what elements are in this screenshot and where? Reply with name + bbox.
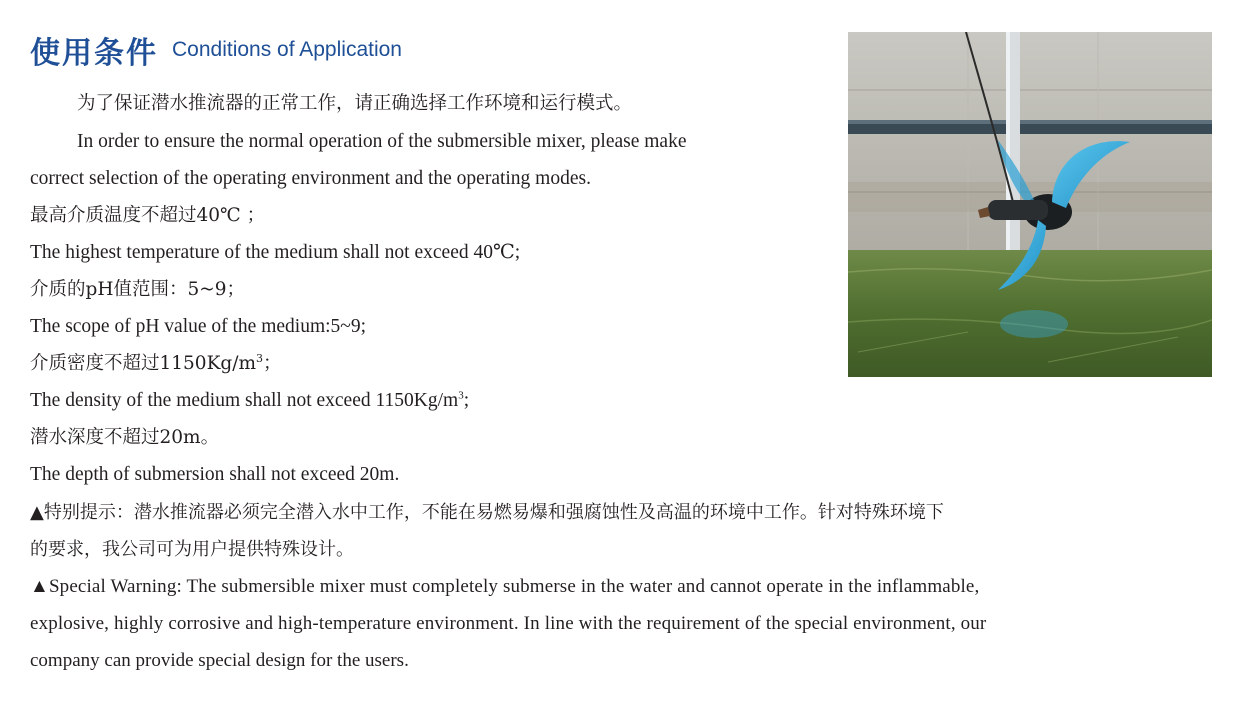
heading-title-en: Conditions of Application: [172, 38, 402, 61]
warning-cn-line1: ▲特别提示：潜水推流器必须完全潜入水中工作，不能在易燃易爆和强腐蚀性及高温的环境中工作。针对特殊环境下: [30, 502, 944, 523]
warning-en-line2: explosive, highly corrosive and high-temperature environment. In line with the requirement of the special environment, our: [30, 613, 987, 634]
temperature-en-text: The highest temperature of the medium shall not exceed 40℃;: [30, 242, 521, 263]
mixer-photo-illustration: [848, 32, 1212, 377]
density-en-main: The density of the medium shall not exceed 1150Kg/m: [30, 390, 459, 411]
page-heading: [30, 28, 402, 72]
density-cn-superscript: 3: [256, 351, 264, 365]
density-en-superscript: 3: [458, 389, 464, 402]
density-en-end: ;: [463, 390, 470, 411]
warning-en-line1: ▲Special Warning: The submersible mixer must completely submerse in the water and cannot operate in the inflammable,: [30, 576, 980, 597]
ph-cn-text: 介质的pH值范围：5~9；: [30, 279, 246, 300]
intro-en-text-line1: In order to ensure the normal operation of the submersible mixer, please make: [77, 131, 687, 152]
density-cn-text: [30, 352, 282, 376]
depth-en-text: The depth of submersion shall not exceed 20m.: [30, 464, 400, 485]
temperature-cn-text: 最高介质温度不超过40℃ ；: [30, 205, 266, 226]
density-cn-main: 介质密度不超过1150Kg/m: [30, 353, 257, 374]
heading-title-cn: 使用条件: [30, 36, 158, 71]
warning-en-line3: company can provide special design for the users.: [30, 650, 409, 671]
mixer-photo: [848, 32, 1212, 377]
depth-cn-text: 潜水深度不超过20m。: [30, 427, 220, 448]
density-en-text: [30, 389, 469, 413]
intro-en-text-line2: correct selection of the operating environment and the operating modes.: [30, 168, 591, 189]
intro-cn-text: 为了保证潜水推流器的正常工作，请正确选择工作环境和运行模式。: [77, 93, 633, 114]
density-cn-end: ；: [263, 353, 282, 374]
ph-en-text: The scope of pH value of the medium:5~9;: [30, 316, 367, 337]
warning-cn-line2: 的要求，我公司可为用户提供特殊设计。: [30, 539, 354, 560]
